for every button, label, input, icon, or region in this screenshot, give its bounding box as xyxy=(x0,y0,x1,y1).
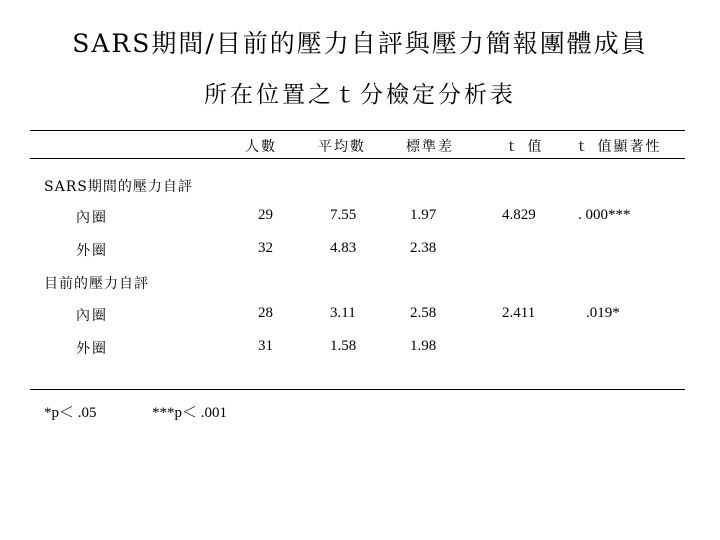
cell-n: 28 xyxy=(258,305,273,321)
cell-n: 31 xyxy=(258,338,273,354)
cell-t: 2.411 xyxy=(502,305,536,321)
row-label: 外圈 xyxy=(76,341,108,357)
cell-t: 4.829 xyxy=(502,207,536,223)
group-label-sars: SARS期間的壓力自評 xyxy=(44,179,193,195)
cell-sd: 2.38 xyxy=(410,240,437,256)
cell-sig: .019* xyxy=(586,305,620,321)
footnote-p001: ***p＜ .001 xyxy=(152,405,228,421)
cell-mean: 7.55 xyxy=(330,207,357,223)
title-line-1: SARS期間/目前的壓力自評與壓力簡報團體成員 xyxy=(72,29,648,58)
group-label-current: 目前的壓力自評 xyxy=(44,276,149,292)
row-label: 外圈 xyxy=(76,243,108,259)
cell-sd: 2.58 xyxy=(410,305,437,321)
header-sd: 標準差 xyxy=(406,139,454,155)
table-bottom-rule xyxy=(30,389,685,390)
cell-n: 29 xyxy=(258,207,273,223)
header-mean: 平均數 xyxy=(318,139,366,155)
cell-sd: 1.97 xyxy=(410,207,437,223)
cell-sig: . 000*** xyxy=(578,207,631,223)
header-t: ｔ 值 xyxy=(505,139,544,155)
cell-mean: 3.11 xyxy=(330,305,356,321)
header-sig: ｔ 值顯著性 xyxy=(575,139,662,155)
header-bottom-rule xyxy=(30,158,685,159)
table-top-rule xyxy=(30,130,685,131)
cell-n: 32 xyxy=(258,240,273,256)
row-label: 內圈 xyxy=(76,308,108,324)
title-line-2: 所在位置之ｔ分檢定分析表 xyxy=(204,82,516,108)
row-label: 內圈 xyxy=(76,210,108,226)
cell-mean: 1.58 xyxy=(330,338,357,354)
header-n: 人數 xyxy=(245,139,277,155)
footnote-p05: *p＜ .05 xyxy=(44,405,97,421)
cell-mean: 4.83 xyxy=(330,240,357,256)
cell-sd: 1.98 xyxy=(410,338,437,354)
